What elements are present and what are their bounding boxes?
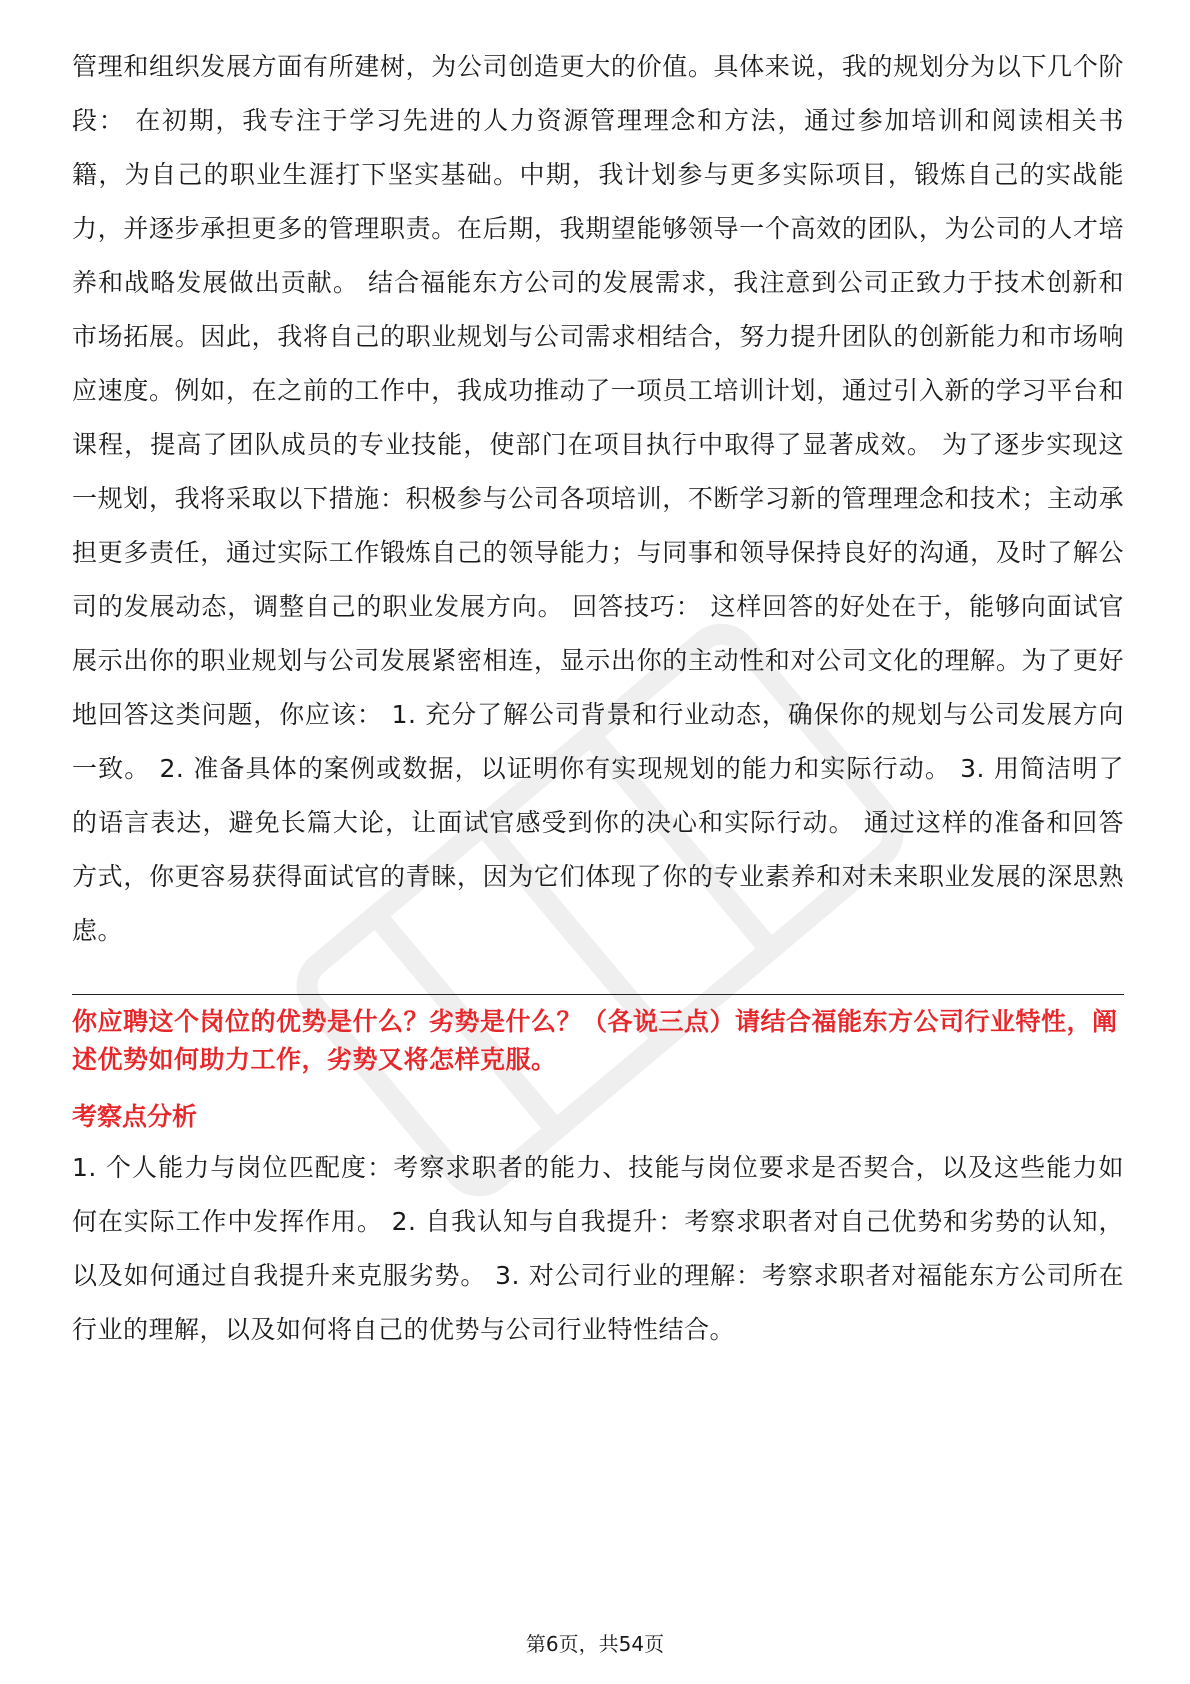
section-divider [72,994,1124,995]
body-paragraph: 管理和组织发展方面有所建树，为公司创造更大的价值。具体来说，我的规划分为以下几个阶段： 在初期，我专注于学习先进的人力资源管理理念和方法，通过参加培训和阅读相关书籍，为自己的职业生涯打下坚实基础。中期，我计划参与更多实际项目，锻炼自己的实战能力，并逐步承担更多的管理职责。在后期，我期望能够领导一个高效的团队，为公司的人才培养和战略发展做出贡献。 结合福能东方公司的发展需求，我注意到公司正致力于技术创新和市场拓展。因此，我将自己的职业规划与公司需求相结合，努力提升团队的创新能力和市场响应速度。例如，在之前的工作中，我成功推动了一项员工培训计划，通过引入新的学习平台和课程，提高了团队成员的专业技能，使部门在项目执行中取得了显著成效。 为了逐步实现这一规划，我将采取以下措施：积极参与公司各项培训，不断学习新的管理理念和技术；主动承担更多责任，通过实际工作锻炼自己的领导能力；与同事和领导保持良好的沟通，及时了解公司的发展动态，调整自己的职业发展方向。 回答技巧： 这样回答的好处在于，能够向面试官展示出你的职业规划与公司发展紧密相连，显示出你的主动性和对公司文化的理解。为了更好地回答这类问题，你应该： 1. 充分了解公司背景和行业动态，确保你的规划与公司发展方向一致。 2. 准备具体的案例或数据，以证明你有实现规划的能力和实际行动。 3. 用简洁明了的语言表达，避免长篇大论，让面试官感受到你的决心和实际行动。 通过这样的准备和回答方式，你更容易获得面试官的青睐，因为它们体现了你的专业素养和对未来职业发展的深思熟虑。 [72,52,1124,945]
analysis-text: 1. 个人能力与岗位匹配度：考察求职者的能力、技能与岗位要求是否契合，以及这些能力如何在实际工作中发挥作用。 2. 自我认知与自我提升：考察求职者对自己优势和劣势的认知，以及如何通过自我提升来克服劣势。 3. 对公司行业的理解：考察求职者对福能东方公司所在行业的理解，以及如何将自己的优势与公司行业特性结合。 [72,1153,1124,1344]
interview-question: 你应聘这个岗位的优势是什么？劣势是什么？（各说三点）请结合福能东方公司行业特性，阐述优势如何助力工作，劣势又将怎样克服。 [72,1007,1118,1074]
document-page [72,40,1124,1357]
page-number: 第6页，共54页 [525,1632,665,1656]
analysis-heading: 考察点分析 [72,1102,198,1131]
